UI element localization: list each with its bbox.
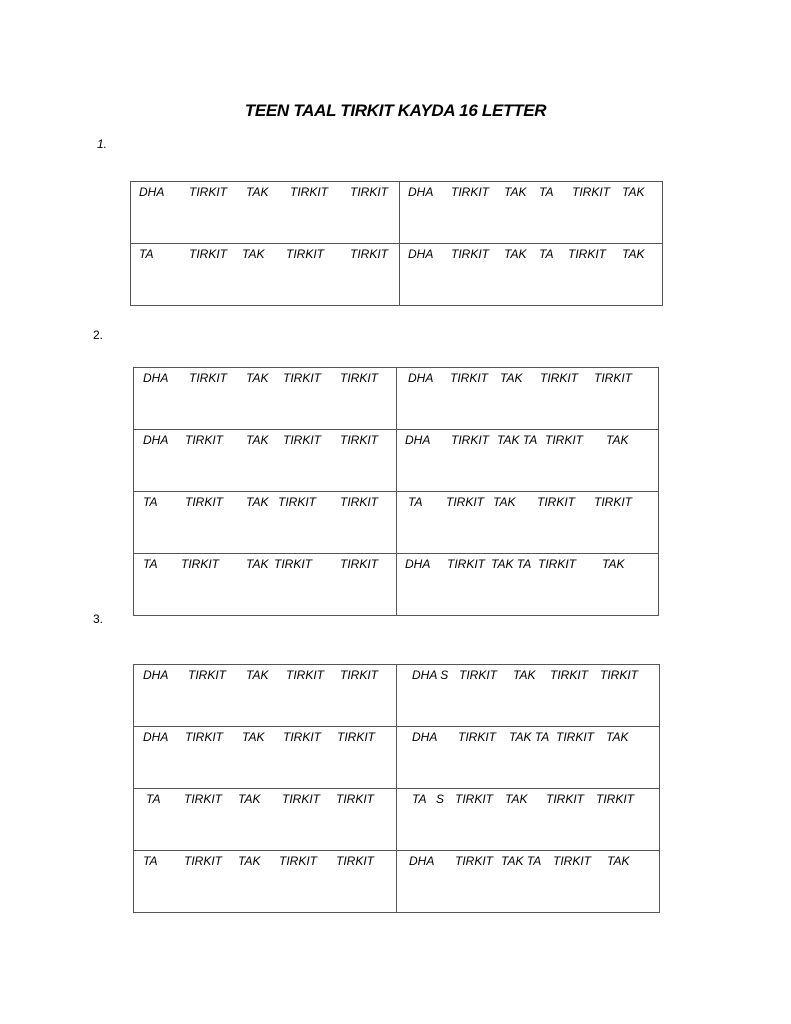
bol-syllable: TAK	[238, 792, 261, 806]
bol-syllable: TAK	[246, 557, 269, 571]
bol-syllable: TIRKIT	[286, 247, 324, 261]
bol-syllable: TIRKIT	[556, 730, 594, 744]
bol-syllable: TIRKIT	[283, 730, 321, 744]
bol-syllable: TIRKIT	[446, 495, 484, 509]
bol-syllable: TAK	[493, 495, 516, 509]
bol-syllable: TA	[539, 247, 554, 261]
left-half-cell	[134, 851, 397, 913]
table-row	[134, 665, 660, 727]
bol-syllable: TIRKIT	[458, 730, 496, 744]
bol-syllable: DHA	[143, 433, 169, 447]
bol-syllable: TIRKIT	[455, 854, 493, 868]
bol-syllable: TIRKIT	[181, 557, 219, 571]
section-number-3: 3.	[93, 612, 104, 626]
bol-syllable: TIRKIT	[274, 557, 312, 571]
bol-syllable: TIRKIT	[459, 668, 497, 682]
bol-syllable: DHA	[405, 557, 431, 571]
bol-syllable: TA	[408, 495, 423, 509]
bol-syllable: TIRKIT	[189, 371, 227, 385]
bol-syllable: TAK	[606, 730, 629, 744]
bol-syllable: TIRKIT	[184, 854, 222, 868]
right-half-cell	[397, 789, 660, 851]
bol-syllable: TIRKIT	[600, 668, 638, 682]
bol-syllable: TAK TA	[491, 557, 532, 571]
kayda-table-1	[130, 181, 663, 306]
right-half-cell	[397, 554, 659, 616]
bol-syllable: TIRKIT	[337, 730, 375, 744]
bol-syllable: TIRKIT	[188, 668, 226, 682]
bol-syllable: DHA S	[412, 668, 449, 682]
left-half-cell	[134, 368, 397, 430]
bol-syllable: TIRKIT	[184, 792, 222, 806]
bol-syllable: TIRKIT	[553, 854, 591, 868]
bol-syllable: TIRKIT	[336, 792, 374, 806]
bol-syllable: TA	[143, 854, 158, 868]
bol-syllable: DHA	[408, 247, 434, 261]
bol-syllable: DHA	[143, 371, 169, 385]
table-row	[131, 182, 663, 244]
bol-syllable: TAK TA	[497, 433, 538, 447]
bol-syllable: TIRKIT	[450, 371, 488, 385]
bol-syllable: TIRKIT	[550, 668, 588, 682]
bol-syllable: TIRKIT	[279, 854, 317, 868]
bol-syllable: TAK	[513, 668, 536, 682]
bol-syllable: TAK	[246, 668, 269, 682]
bol-syllable: TIRKIT	[286, 668, 324, 682]
bol-syllable: TIRKIT	[546, 792, 584, 806]
table-row	[134, 851, 660, 913]
bol-syllable: DHA	[143, 668, 169, 682]
right-half-cell	[397, 368, 659, 430]
bol-syllable: DHA	[139, 185, 165, 199]
bol-syllable: TA	[539, 185, 554, 199]
bol-syllable: TIRKIT	[283, 371, 321, 385]
right-half-cell	[397, 492, 659, 554]
right-half-cell	[397, 727, 660, 789]
document-title: TEEN TAAL TIRKIT KAYDA 16 LETTER	[244, 101, 547, 120]
bol-syllable: TAK	[622, 247, 645, 261]
bol-syllable: TIRKIT	[336, 854, 374, 868]
bol-syllable: TIRKIT	[540, 371, 578, 385]
bol-syllable: TIRKIT	[596, 792, 634, 806]
bol-syllable: TIRKIT	[290, 185, 328, 199]
table-row	[131, 244, 663, 306]
bol-syllable: TA	[139, 247, 154, 261]
bol-syllable: TAK	[242, 247, 265, 261]
bol-syllable: TA	[412, 792, 427, 806]
table-row	[134, 789, 660, 851]
bol-syllable: TIRKIT	[340, 433, 378, 447]
right-half-cell	[397, 430, 659, 492]
bol-syllable: TA	[143, 557, 158, 571]
bol-syllable: TIRKIT	[278, 495, 316, 509]
bol-syllable: TIRKIT	[185, 730, 223, 744]
bol-syllable: TAK	[242, 730, 265, 744]
bol-syllable: DHA	[412, 730, 438, 744]
right-half-cell	[397, 665, 660, 727]
bol-syllable: TAK	[504, 247, 527, 261]
bol-syllable: DHA	[405, 433, 431, 447]
bol-syllable: TA	[143, 495, 158, 509]
table-row	[134, 554, 659, 616]
bol-syllable: TAK	[505, 792, 528, 806]
bol-syllable: TAK	[606, 433, 629, 447]
bol-syllable: TIRKIT	[538, 557, 576, 571]
bol-syllable: DHA	[408, 371, 434, 385]
left-half-cell	[134, 492, 397, 554]
bol-syllable: TIRKIT	[545, 433, 583, 447]
bol-syllable: TAK	[607, 854, 630, 868]
bol-syllable: TAK	[246, 495, 269, 509]
bol-syllable: TA	[146, 792, 161, 806]
bol-syllable: TIRKIT	[282, 792, 320, 806]
bol-syllable: TIRKIT	[340, 371, 378, 385]
left-half-cell	[131, 182, 400, 244]
table-row	[134, 368, 659, 430]
bol-syllable: TAK	[246, 433, 269, 447]
bol-syllable: TIRKIT	[451, 185, 489, 199]
left-half-cell	[131, 244, 400, 306]
left-half-cell	[134, 665, 397, 727]
bol-syllable: TIRKIT	[537, 495, 575, 509]
bol-syllable: TIRKIT	[340, 495, 378, 509]
bol-syllable: TAK	[246, 185, 269, 199]
bol-syllable: DHA	[143, 730, 169, 744]
bol-syllable: TIRKIT	[340, 557, 378, 571]
bol-syllable: TIRKIT	[594, 371, 632, 385]
bol-syllable: TIRKIT	[189, 185, 227, 199]
bol-syllable: TAK	[238, 854, 261, 868]
right-half-cell	[400, 182, 663, 244]
right-half-cell	[400, 244, 663, 306]
section-number-2: 2.	[93, 328, 104, 342]
bol-syllable: S	[436, 792, 445, 806]
table-row	[134, 727, 660, 789]
left-half-cell	[134, 430, 397, 492]
table-row	[134, 430, 659, 492]
bol-syllable: TAK	[602, 557, 625, 571]
left-half-cell	[134, 789, 397, 851]
table-row	[134, 492, 659, 554]
bol-syllable: TIRKIT	[447, 557, 485, 571]
left-half-cell	[134, 554, 397, 616]
left-half-cell	[134, 727, 397, 789]
bol-syllable: TIRKIT	[594, 495, 632, 509]
bol-syllable: TAK	[246, 371, 269, 385]
bol-syllable: TAK	[500, 371, 523, 385]
bol-syllable: TIRKIT	[350, 185, 388, 199]
bol-syllable: TIRKIT	[185, 433, 223, 447]
bol-syllable: TIRKIT	[283, 433, 321, 447]
bol-syllable: DHA	[408, 185, 434, 199]
bol-syllable: TIRKIT	[568, 247, 606, 261]
kayda-table-2	[133, 367, 659, 616]
bol-syllable: TIRKIT	[451, 247, 489, 261]
section-number-1: 1.	[97, 137, 108, 151]
bol-syllable: TAK TA	[509, 730, 550, 744]
bol-syllable: TIRKIT	[455, 792, 493, 806]
bol-syllable: TIRKIT	[572, 185, 610, 199]
bol-syllable: TIRKIT	[189, 247, 227, 261]
bol-syllable: TAK	[622, 185, 645, 199]
bol-syllable: TIRKIT	[185, 495, 223, 509]
kayda-table-3	[133, 664, 660, 913]
bol-syllable: TIRKIT	[451, 433, 489, 447]
bol-syllable: TAK	[504, 185, 527, 199]
bol-syllable: TAK TA	[501, 854, 542, 868]
right-half-cell	[397, 851, 660, 913]
bol-syllable: TIRKIT	[340, 668, 378, 682]
bol-syllable: TIRKIT	[350, 247, 388, 261]
bol-syllable: DHA	[409, 854, 435, 868]
